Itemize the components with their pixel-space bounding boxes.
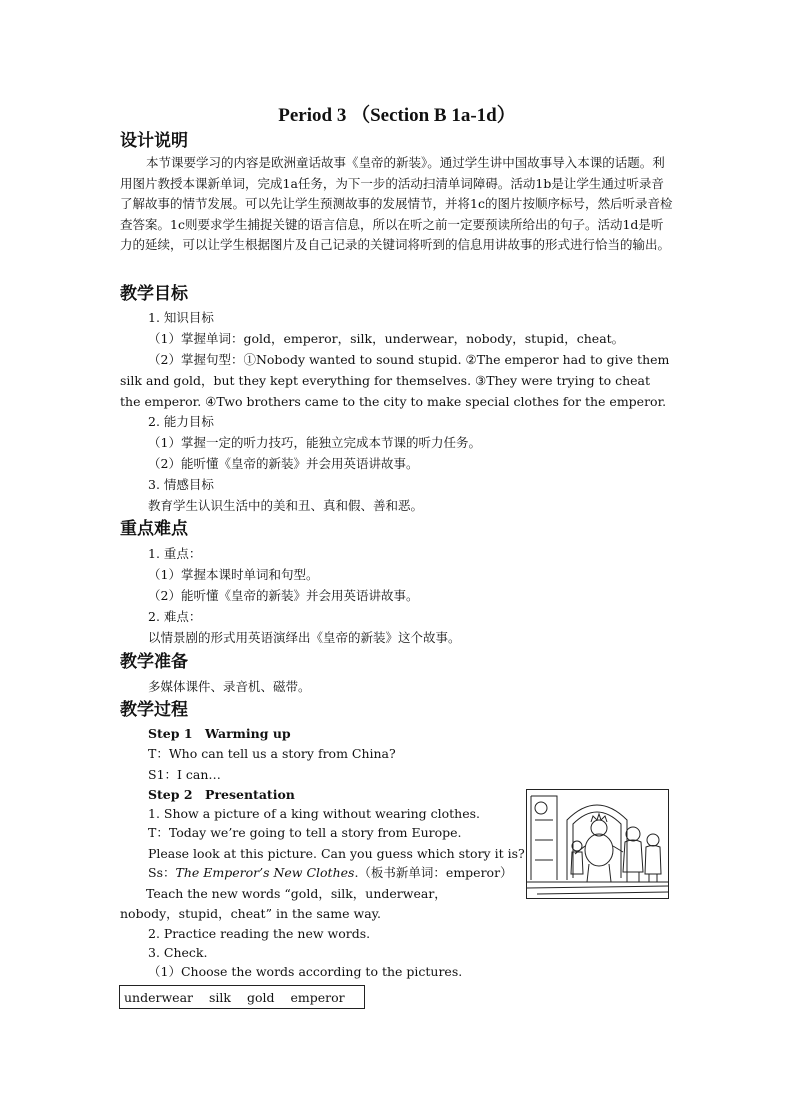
design-paragraph: 本节课要学习的内容是欧洲童话故事《皇帝的新装》。通过学生讲中国故事导入本课的话题。利用图片教授本课新单词，完成1a任务，为下一步的活动扫清单词障碍。活动1b是让学生通过听录音了解故事的情节发展。可以先让学生预测故事的发展情节，并将1c的图片按顺序标号，然后听录音检查答案。1c则要求学生捕捉关键的语言信息，所以在听之前一定要预读所给出的句子。活动1d是听力的延续，可以让学生根据图片及自己记录的关键词将听到的信息用讲故事的形式进行恰当的输出。 bbox=[120, 155, 673, 252]
ability-goal-1: （1）掌握一定的听力技巧，能独立完成本节课的听力任务。 bbox=[148, 435, 481, 450]
word-silk: silk bbox=[209, 990, 231, 1005]
teach-new-words: Teach the new words “gold，silk，underwear，nobody，stupid，cheat” in the same way. bbox=[120, 886, 447, 921]
word-emperor: emperor bbox=[290, 990, 345, 1005]
word-choice-box bbox=[119, 985, 365, 1009]
word-gold: gold bbox=[246, 990, 275, 1005]
difficult-text: 以情景剧的形式用英语演绎出《皇帝的新装》这个故事。 bbox=[148, 630, 461, 645]
word-underwear: underwear bbox=[124, 990, 194, 1005]
emperor-cartoon-icon bbox=[527, 790, 668, 898]
teacher-line-1: T：Who can tell us a story from China? bbox=[148, 746, 396, 761]
preparation-text: 多媒体课件、录音机、磁带。 bbox=[148, 679, 311, 694]
key-point-2: （2）能听懂《皇帝的新装》并会用英语讲故事。 bbox=[148, 588, 419, 603]
goal-words: （1）掌握单词：gold，emperor，silk，underwear，nobody，stupid，cheat。 bbox=[148, 331, 625, 346]
key-point-1: （1）掌握本课时单词和句型。 bbox=[148, 567, 319, 582]
emotion-goal-label: 3. 情感目标 bbox=[148, 477, 214, 492]
key-label: 1. 重点： bbox=[148, 546, 202, 561]
choose-words-instruction: （1）Choose the words according to the pictures. bbox=[148, 964, 463, 979]
heading-goals: 教学目标 bbox=[120, 284, 188, 304]
heading-key-points: 重点难点 bbox=[120, 519, 188, 539]
heading-preparation: 教学准备 bbox=[120, 652, 188, 672]
emperor-illustration bbox=[526, 789, 669, 899]
emotion-goal-text: 教育学生认识生活中的美和丑、真和假、善和恶。 bbox=[148, 498, 424, 513]
ability-goal-2: （2）能听懂《皇帝的新装》并会用英语讲故事。 bbox=[148, 456, 419, 471]
ability-goal-label: 2. 能力目标 bbox=[148, 414, 214, 429]
difficult-label: 2. 难点： bbox=[148, 609, 202, 624]
check-label: 3. Check. bbox=[148, 945, 208, 960]
presentation-question: Please look at this picture. Can you guess which story it is? bbox=[148, 846, 525, 861]
story-title: The Emperor’s New Clothes bbox=[175, 865, 355, 880]
heading-process: 教学过程 bbox=[120, 700, 188, 720]
students-suffix: .（板书新单词：emperor） bbox=[354, 865, 513, 880]
student-line-1: S1：I can… bbox=[148, 767, 221, 782]
page-title: Period 3 （Section B 1a-1d） bbox=[278, 105, 516, 126]
teacher-line-2: T：Today we’re going to tell a story from Europe. bbox=[148, 825, 462, 840]
students-answer bbox=[148, 864, 513, 882]
students-prefix: Ss： bbox=[148, 865, 176, 880]
step2-heading: Step 2 Presentation bbox=[148, 787, 295, 802]
presentation-1: 1. Show a picture of a king without wearing clothes. bbox=[148, 806, 480, 821]
practice-reading: 2. Practice reading the new words. bbox=[148, 926, 371, 941]
heading-design: 设计说明 bbox=[120, 131, 188, 151]
knowledge-goal-label: 1. 知识目标 bbox=[148, 310, 214, 325]
goal-sentences: （2）掌握句型：①Nobody wanted to sound stupid. ②The emperor had to give them silk and gold，but they kept everything for themselves. ③They were trying to cheat the emperor. ④Two brothers came to the city to make special clothes for the emperor. bbox=[120, 352, 670, 409]
step1-heading: Step 1 Warming up bbox=[148, 726, 291, 741]
